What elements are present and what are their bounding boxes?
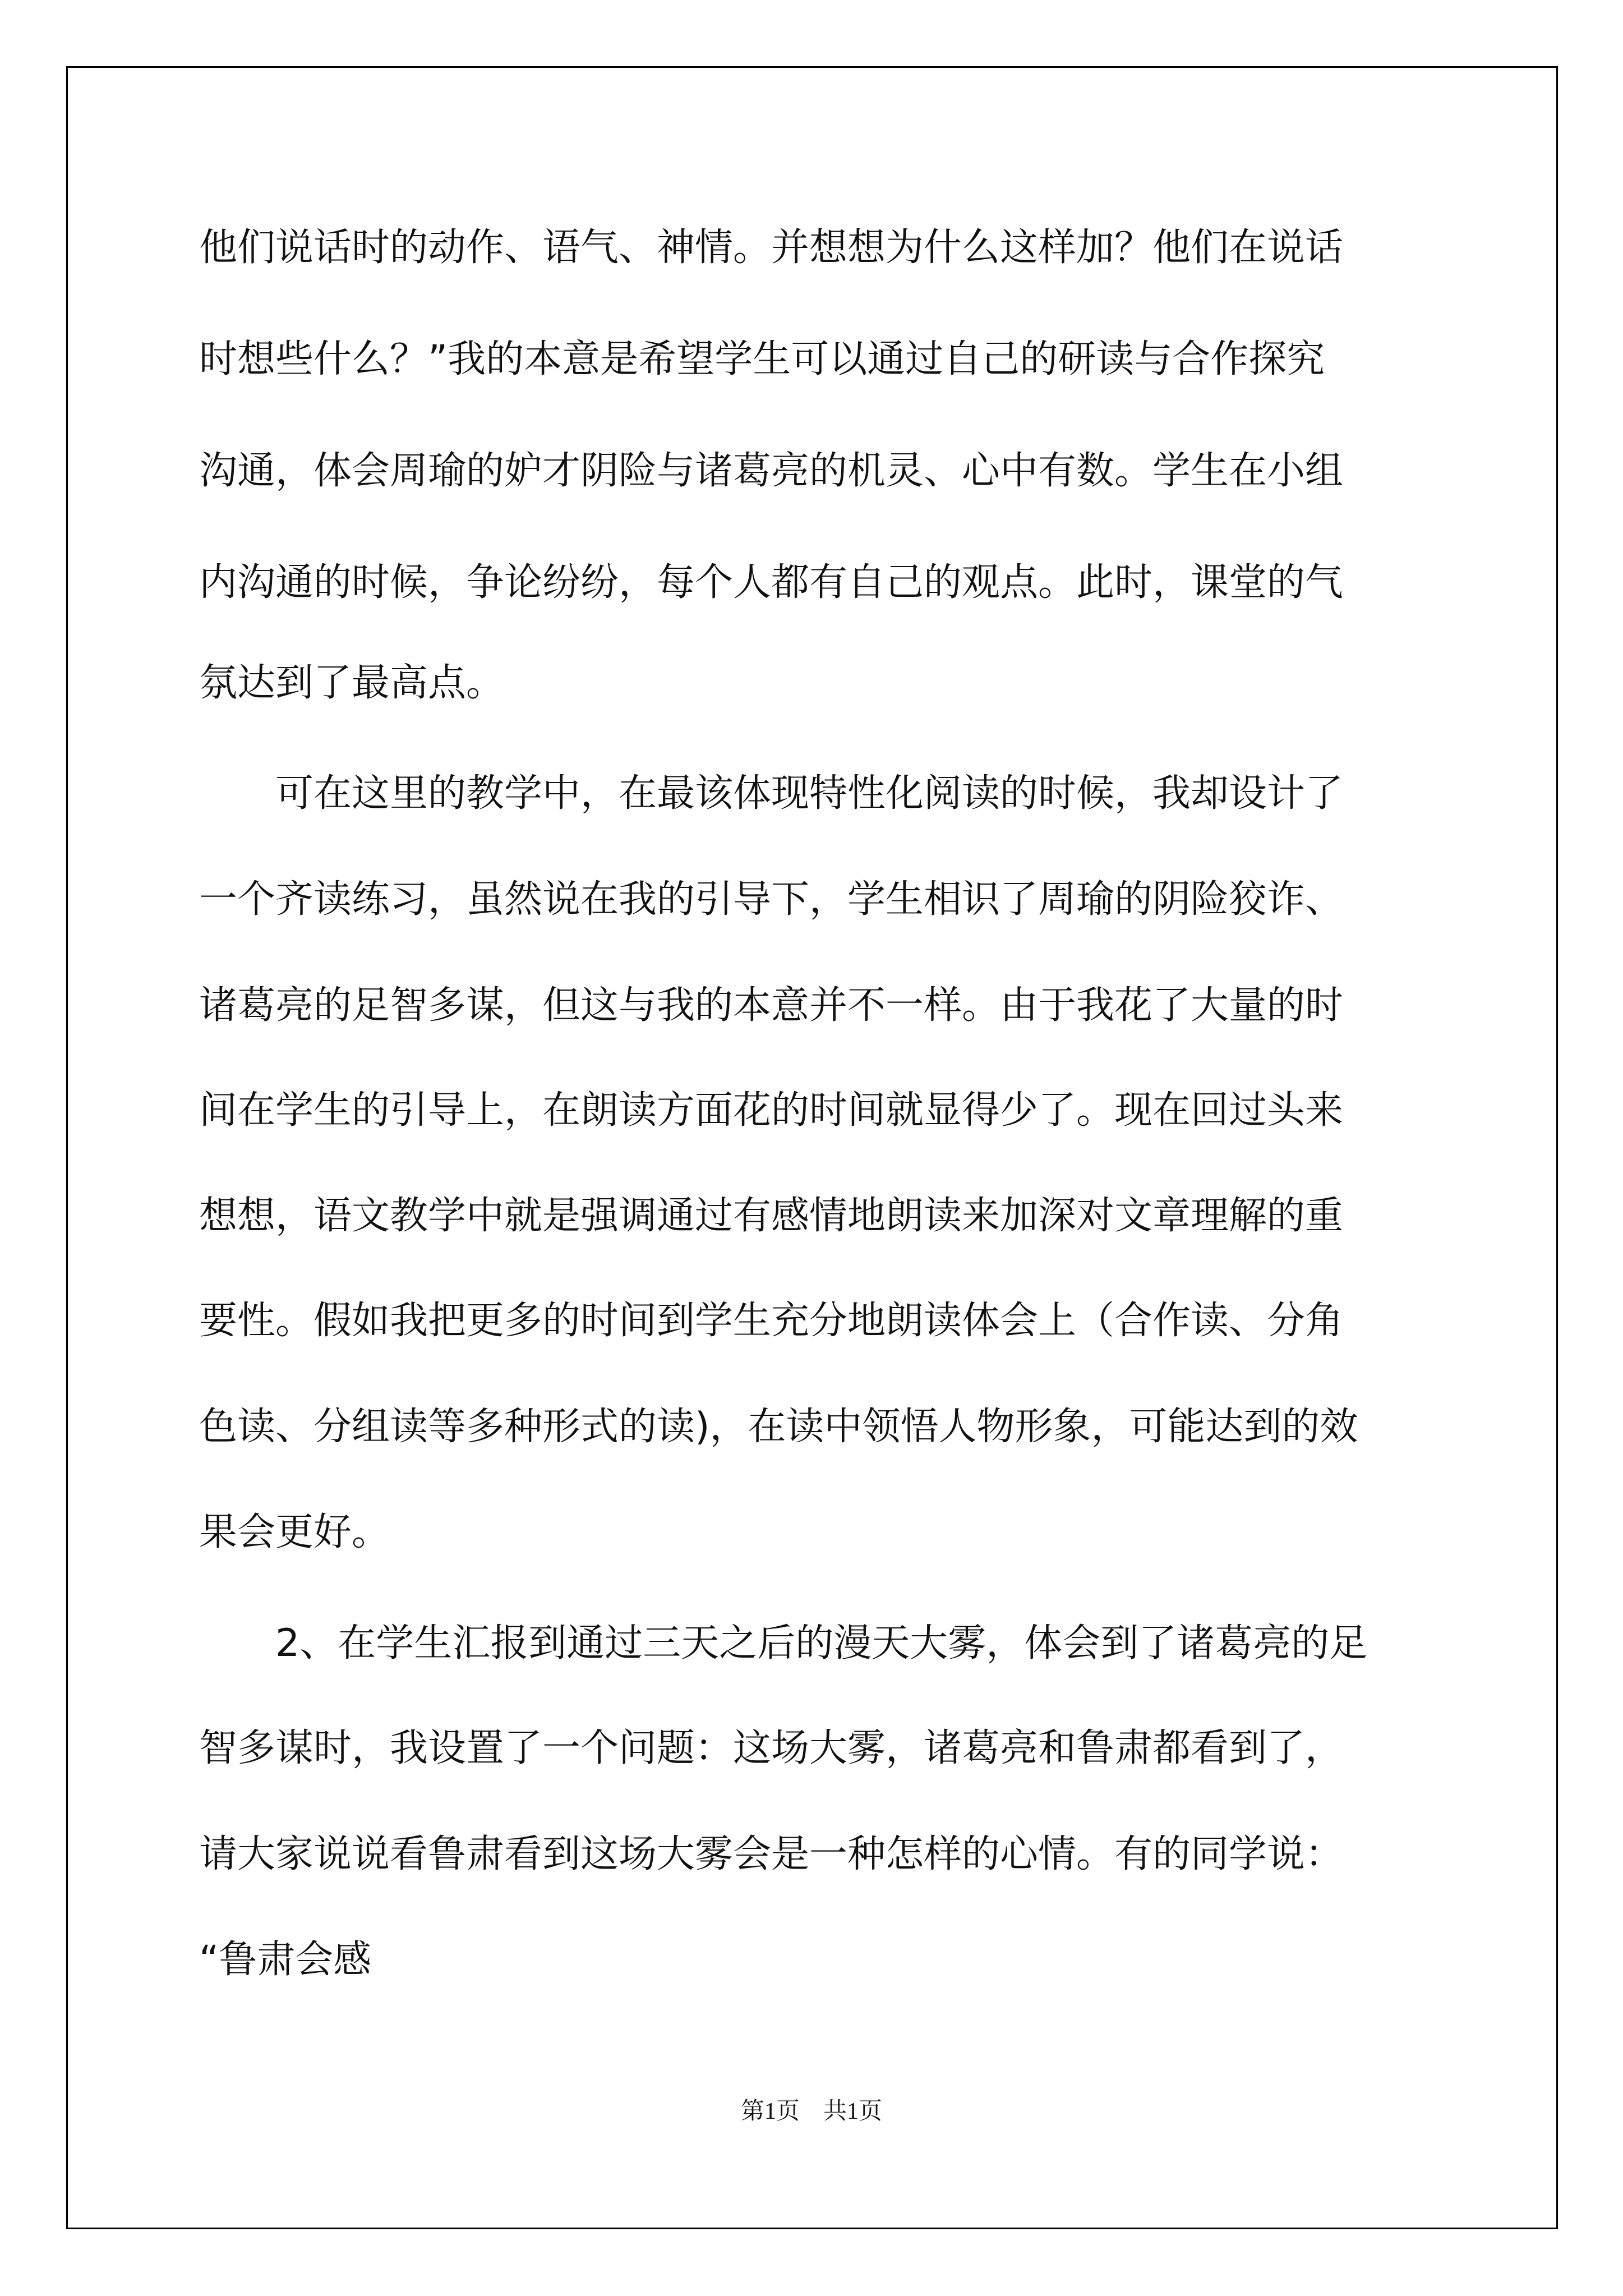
text-line: “鲁肃会感: [199, 1938, 372, 1982]
text-line: 智多谋时，我设置了一个问题：这场大雾，诸葛亮和鲁肃都看到了，: [199, 1726, 1344, 1770]
text-line: 时想些什么？”我的本意是希望学生可以通过自己的研读与合作探究: [199, 337, 1325, 381]
text-line: 可在这里的教学中，在最该体现特性化阅读的时候，我却设计了: [199, 771, 1344, 816]
text-line: 色读、分组读等多种形式的读)，在读中领悟人物形象，可能达到的效: [199, 1405, 1358, 1449]
text-line: 间在学生的引导上，在朗读方面花的时间就显得少了。现在回过头来: [199, 1088, 1344, 1133]
text-line: 诸葛亮的足智多谋，但这与我的本意并不一样。由于我花了大量的时: [199, 983, 1344, 1028]
page-number-footer: 第1页 共1页: [740, 2099, 882, 2124]
text-line: 要性。假如我把更多的时间到学生充分地朗读体会上（合作读、分角: [199, 1299, 1344, 1343]
text-line: 想想，语文教学中就是强调通过有感情地朗读来加深对文章理解的重: [199, 1194, 1344, 1238]
page-border: [66, 66, 1558, 2229]
text-line: 氛达到了最高点。: [199, 661, 505, 705]
text-line: 一个齐读练习，虽然说在我的引导下，学生相识了周瑜的阴险狡诈、: [199, 877, 1344, 922]
text-line: 果会更好。: [199, 1510, 390, 1554]
text-line: 2、在学生汇报到通过三天之后的漫天大雾，体会到了诸葛亮的足: [199, 1621, 1368, 1665]
text-line: 请大家说说看鲁肃看到这场大雾会是一种怎样的心情。有的同学说：: [199, 1832, 1344, 1876]
text-line: 他们说话时的动作、语气、神情。并想想为什么这样加？他们在说话: [199, 226, 1344, 270]
text-line: 沟通，体会周瑜的妒才阴险与诸葛亮的机灵、心中有数。学生在小组: [199, 449, 1344, 493]
text-line: 内沟通的时候，争论纷纷，每个人都有自己的观点。此时，课堂的气: [199, 560, 1344, 605]
